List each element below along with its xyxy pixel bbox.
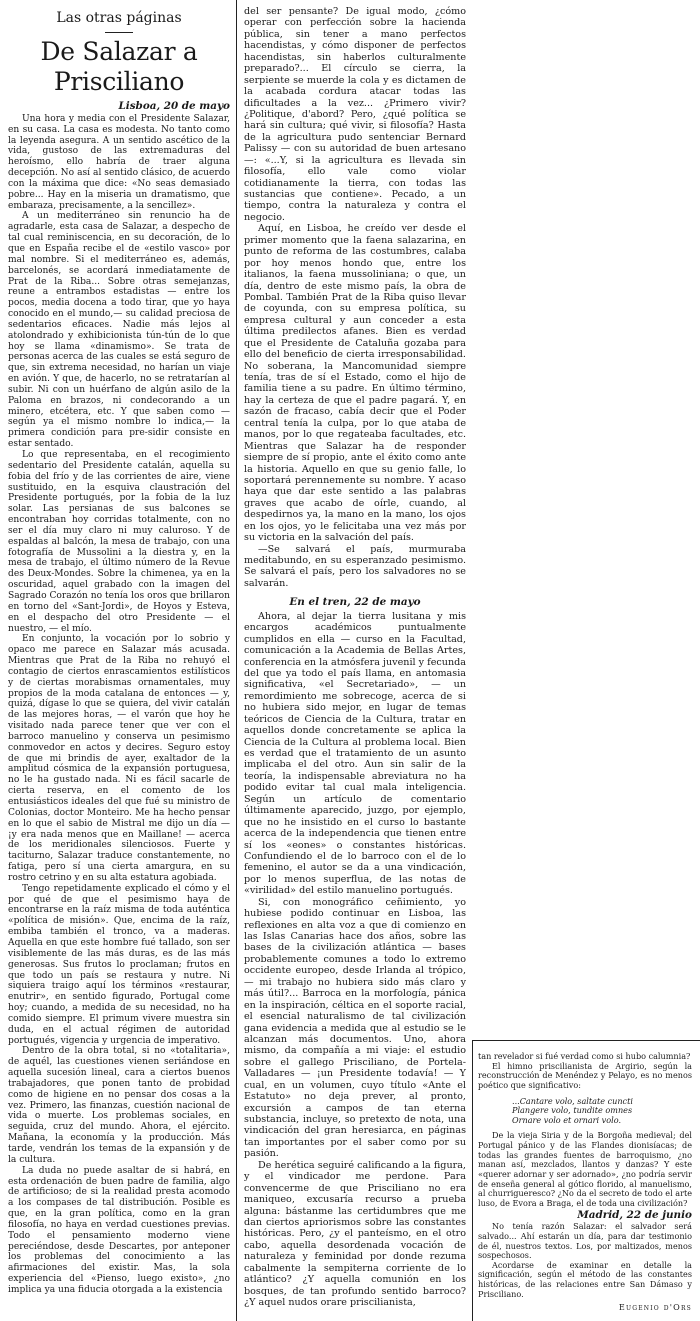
paragraph: No tenía razón Salazar: el salvador será salvado... Ahí estarán un día, para dar testimonio de él, nuestros textos. Los, por maltizados, menos sospechosos. bbox=[478, 1221, 692, 1261]
paragraph: Lo que representaba, en el recogimiento sedentario del Presidente catalán, aquella su fobia del frío y de las corrientes de aire, viene sustituido, en la esquiva claustración del Presidente portugués, por la fobia de la luz solar. Las persianas de sus balcones se encontraban hoy corridas totalmente, con no ser el día muy claro ni muy caluroso. Y de espaldas al balcón, la mesa de trabajo, con una fotografía de Mussolini a la diestra y, en la mesa de trabajo, el último número de la Revue des Deux-Mondes. Sobre la chimenea, ya en la oscuridad, aquel grabado con la imagen del Sagrado Corazón no tenía los oros que brillaron en torno del «Sant-Jordi», de Hoyos y Esteva, en el despacho del otro Presidente — el nuestro, — el mío. bbox=[8, 450, 230, 634]
paragraph: Dentro de la obra total, si no «totalitaria», de aquél, las cuestiones vienen seriándose en aquella sucesión lineal, cara a ciertos buenos trabajadores, que ponen tanto de probidad como de higiene en no pensar dos cosas a la vez. Primero, las finanzas, cuestión nacional de vida o muerte. Los problemas sociales, en seguida, cruz del mundo. Ahora, el ejército. Mañana, la economía y la producción. Más tarde, vendrán los temas de la expansión y de la cultura. bbox=[8, 1046, 230, 1165]
article-column-3 bbox=[478, 1052, 692, 1313]
column-top-rule bbox=[472, 1040, 700, 1041]
paragraph: Aquí, en Lisboa, he creído ver desde el primer momento que la faena salazarina, en punto de reforma de las costumbres, calaba por hoy menos hondo que, entre los italianos, la faena mussoliniana; o que, un día, dentro de este mismo país, la obra de Pombal. También Prat de la Riba quiso llevar de coyunda, con su empresa política, su empresa cultural y aun conceder a esta última predilectos afanes. Bien es verdad que el Presidente de Cataluña gozaba para ello del beneficio de cierta irresponsabilidad. No soberana, la Mancomunidad siempre tenía, tras de sí el Estado, como el hijo de familia tiene a su padre. En último término, hay la certeza de que el padre pagará. Y, en sazón de fracaso, cabía decir que el Poder central tenía la culpa, por lo que ataba de manos, por lo que regateaba facultades, etc. Mientras que Salazar ha de responder siempre de sí propio, ante el éxito como ante la historia. Aquello en que su genio falle, lo soportará perennemente su nombre. Y acaso haya que dar este sentido a las palabras graves que acabo de oírle, cuando, al despedirnos ya, la mano en la mano, los ojos en los ojos, yo le felicitaba una vez más por su victoria en la salvación del país. bbox=[244, 223, 466, 544]
verse-line: Ornare volo et ornari volo. bbox=[512, 1114, 622, 1125]
article-column-1 bbox=[8, 8, 230, 1296]
paragraph: En conjunto, la vocación por lo sobrio y opaco me parece en Salazar más acusada. Mientras que Prat de la Riba no rehuyó el contagio de ciertos enrascamientos estilísticos y de ciertas morabismas ornamentales, muy propios de la moda catalana de entonces — y, quizá, dígase lo que se quiera, del vivir catalán de las mejores horas, — el varón que hoy he visitado nada parece tener que ver con el barroco manuelino y conserva un pesimismo conmovedor en actos y decires. Seguro estoy de que mi brindis de ayer, exaltador de la amplitud cósmica de la expansión portuguesa, no le ha gustado nada. Ni es fácil sacarle de cierta reserva, en el comento de los entusiásticos ideales del que fué su ministro de Colonias, doctor Monteiro. Me ha hecho pensar en lo que el sabio de Mistral me dijo un día — ¡y era nada menos que en Maillane! — acerca de los meridionales silenciosos. Fuerte y taciturno, Salazar traduce constantemente, no fatiga, pero sí una cierta amargura, en su rostro cetrino y en su alta estatura agobiada. bbox=[8, 634, 230, 883]
article-column-2 bbox=[244, 6, 466, 1308]
paragraph: De la vieja Siria y de la Borgoña medieval; del Portugal pánico y de las Flandes dionisíacas; de todas las grandes fuentes de barroquismo, ¿no manan así, mezclados, llantos y danzas? Y este «querer adornar y ser adornado», ¿no podría servir de enseña general al gótico florido, al manuelismo, al churrigueresco? ¿No da el secreto de todo el arte luso, de Evora a Braga, el de toda una civilización? bbox=[478, 1130, 692, 1208]
verse-line: ...Cantare volo, saltate cuncti bbox=[512, 1095, 633, 1106]
paragraph: De herética seguiré calificando a la figura, y el vindicador me perdone. Para convencerme de que Prisciliano no era maniqueo, excusaría recurso a prueba alguna: bástanme las certidumbres que me dan ciertos apriorismos sobre las constantes históricas. Pero, ¿y el panteísmo, en el otro cabo, aquella desordenada vocación de naturaleza y feminidad por donde rezuma cabalmente la sempiterna corriente de lo atlántico? ¿Y aquella comunión en los bosques, de tan profundo sentido barroco? ¿Y aquel nudos orare priscilianista, bbox=[244, 1159, 466, 1308]
verse-quote bbox=[478, 1097, 692, 1126]
paragraph: —Se salvará el país, murmuraba meditabundo, en su esperanzado pesimismo. Se salvará el país, pero los salvadores no se salvarán. bbox=[244, 543, 466, 589]
dateline: En el tren, 22 de mayo bbox=[289, 596, 421, 609]
verse-line: Plangere volo, tundite omnes bbox=[512, 1105, 633, 1116]
column-divider bbox=[472, 1040, 473, 1321]
author-signature: Eugenio d'Ors bbox=[618, 1302, 692, 1313]
article-title: De Salazar a Prisciliano bbox=[40, 37, 198, 96]
paragraph: Acordarse de examinar en detalle la significación, según el método de las constantes históricas, de las relaciones entre San Dámaso y Prisciliano. bbox=[478, 1259, 692, 1299]
column-divider bbox=[236, 0, 237, 1321]
dateline: Madrid, 22 de junio bbox=[577, 1208, 692, 1221]
paragraph: El himno priscilianista de Argirio, según la reconstrucción de Menéndez y Pelayo, es no menos poético que significativo: bbox=[478, 1060, 692, 1090]
paragraph: Si, con monográfico ceñimiento, yo hubiese podido continuar en Lisboa, las reflexiones en alta voz a que di comienzo en las Islas Canarias hace dos años, sobre las bases de la civilización atlántica — bases probablemente comunes a todo lo extremo occidente europeo, desde Irlanda al trópico, — mi trabajo no hubiera sido más claro y más útil?... Barroca en la morfología, pánica en la inspiración, céltica en el soporte racial, el esencial naturalismo de tal civilización gana evidencia a medida que al estudio se le alcanzan más documentos. Uno, ahora mismo, da compañía a mi viaje: el estudio sobre el gallego Prisciliano, de Portela-Valladares — ¡un Presidente todavía! — Y cual, en un volumen, cuyo título «Ante el Estatuto» no deja prever, al pronto, excursión a campos de tan eterna substancia, incluye, so pretexto de nota, una vindicación del gran heresiarca, en páginas tan importantes por el saber como por su pasión. bbox=[244, 896, 466, 1160]
paragraph: del ser pensante? De igual modo, ¿cómo operar con perfección sobre la hacienda pública, sin tener a mano perfectos hacendistas, y cómo disponer de perfectos hacendistas, sin haberlos culturalmente preparado?... El círculo se cierra, la serpiente se muerde la cola y es dictamen de la acabada cordura atacar todas las dificultades a la vez... ¿Primero vivir? ¿Politique, d'abord? Pero, ¿qué política se hará sin cultura; qué vivir, si filosofía? Hasta de la agricultura pudo sentenciar Bernard Palissy — con su autoridad de buen artesano—: «...Y, si la agricultura es llevada sin filosofía, ello vale como violar cotidianamente la tierra, con todas las sustancias que contiene». Pecado, a un tiempo, contra la naturaleza y contra el negocio. bbox=[244, 6, 466, 223]
paragraph: Tengo repetidamente explicado el cómo y el por qué de que el pesimismo haya de encontrarse en la raíz misma de toda auténtica «política de misión». Que, encima de la raíz, embiba también el tronco, va a maderas. Aquella en que este hombre fué tallado, son ser visiblemente de las más duras, es de las más generosas. Sus frutos lo proclaman; frutos en que todo un país se restaura y nutre. Ni siquiera traigo aquí los términos «restaurar, enutrir», en sentido figurado, Portugal come hoy; cuando, a medida de su necesidad, no ha comido siempre. El primum vivere muestra sin duda, en el actual régimen de autoridad portugués, vigencia y urgencia de imperativo. bbox=[8, 883, 230, 1046]
dateline: Lisboa, 20 de mayo bbox=[118, 100, 230, 112]
paragraph: Una hora y media con el Presidente Salazar, en su casa. La casa es modesta. No tanto como la leyenda asegura. A un sentido ascético de la vida, gustoso de las extremaduras del heroísmo, ello habría de traer alguna decepción. No así al sentido clásico, de acuerdo con la máxima que dice: «No seas demasiado pobre... Hay en la miseria un dramatismo, que embaraza, precisamente, a la sencillez». bbox=[8, 113, 230, 211]
paragraph: La duda no puede asaltar de si habrá, en esta ordenación de buen padre de familia, algo de artificioso; de si la realidad presta acomodo a los compases de tal distribución. Posible es que, en la gran política, como en la gran filosofía, no haya en verdad cuestiones previas. Todo el pensamiento moderno viene pereciéndose, desde Descartes, por anteponer los problemas del conocimiento a las afirmaciones del existir. Mas, la sola experiencia del «Pienso, luego existo», ¿no implica ya una fiducia otorgada a la existencia bbox=[8, 1165, 230, 1295]
paragraph: A un mediterráneo sin renuncio ha de agradarle, esta casa de Salazar, a despecho de tal cual reminiscencia, en su decoración, de lo que en España recibe el de «estilo vasco» por mal nombre. Si el mediterráneo es, además, barcelonés, se acordará inmediatamente de Prat de la Riba... Sobre otras semejanzas, reune a entrambos estadistas — entre los pocos, media docena a todo tirar, que yo haya conocido en el mundo,— su calidad preciosa de sedentarios eficaces. Nadie más lejos al atolondrado y exhibicionista tún-tún de lo que hoy se llama «dinamismo». Se trata de personas acerca de las cuales se está seguro de que, sin extrema necesidad, no harían un viaje en avión. Y que, de hacerlo, no se retratarían al subir. Ni con un huérfano de algún asilo de la Paloma en brazos, ni condecorando a un minero, etcétera, etc. Y que saben como — según ya el mismo nombre lo indica,— la primera condición para pre-sidir consiste en estar sentado. bbox=[8, 211, 230, 450]
paragraph: Ahora, al dejar la tierra lusitana y mis encargos académicos puntualmente cumplidos en ella — curso en la Facultad, comunicación a la Academia de Bellas Artes, conferencia en la atmósfera juvenil y fecunda del que ya todo el país llama, en antomasia significativa, «el Secretariado», — un remordimiento me sobrecoge, acerca de si no hubiera sido mejor, en lugar de temas teóricos de Ciencia de la Cultura, tratar en aquellos donde concretamente se aplica la Ciencia de la Cultura al problema local. Bien es verdad que el tratamiento de un asunto implicaba el del otro. Aun sin salir de la teoría, la indispensable abreviatura no ha podido evitar tal cual mala inteligencia. Según un artículo de comentario últimamente aparecido, juzgo, por ejemplo, que no he insistido en el curso lo bastante acerca de la independencia que tienen entre sí los «eones» o constantes históricas. Confundiendo el de lo barroco con el de lo femenino, el autor se da a una vindicación, por lo menos superflua, de las notas de «virilidad» del estilo manuelino portugués. bbox=[244, 610, 466, 897]
section-heading: Las otras páginas bbox=[56, 10, 182, 26]
heading-divider bbox=[105, 32, 133, 33]
paragraph: tan revelador si fué verdad como si hubo calumnia? bbox=[478, 1051, 691, 1061]
